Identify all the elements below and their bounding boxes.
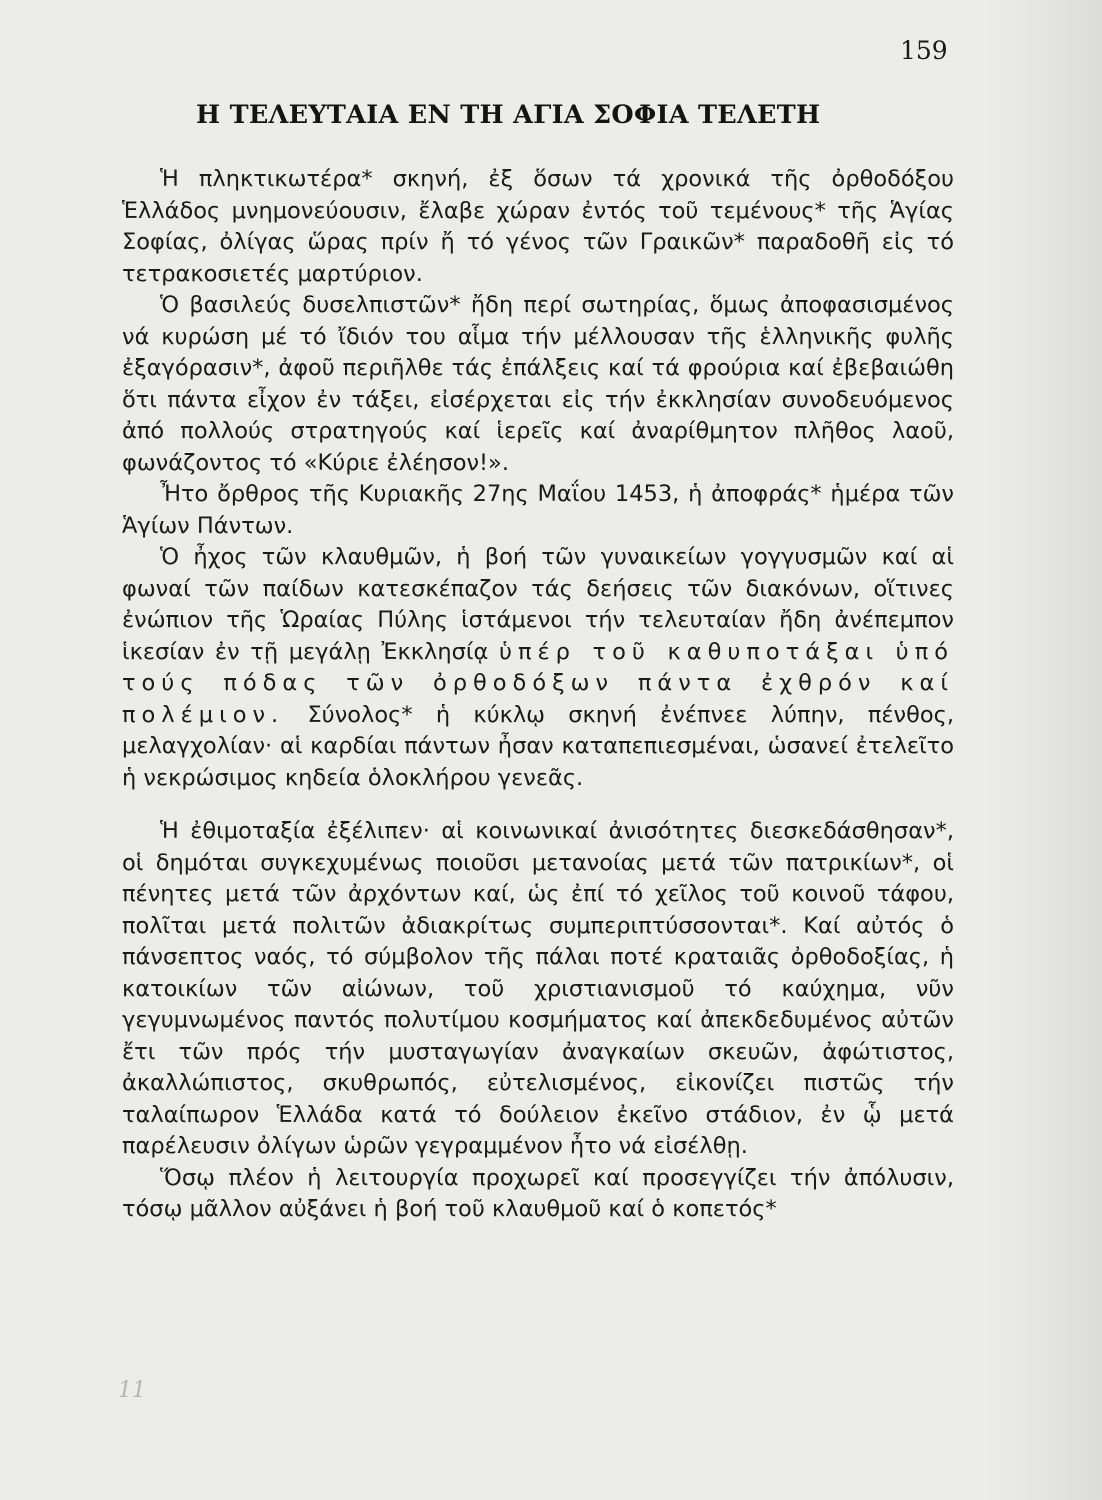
- paragraph-1: Ἡ πληκτικωτέρα* σκηνή, ἐξ ὅσων τά χρονικά τῆς ὀρθοδόξου Ἑλλάδος μνημονεύουσιν, ἔλαβε χώραν ἐντός τοῦ τεμένους* τῆς Ἁγίας Σοφίας, ὀλίγας ὥρας πρίν ἤ τό γένος τῶν Γραικῶν* παραδοθῆ εἰς τό τετρακοσιετές μαρτύριον.: [122, 166, 954, 287]
- paragraph-5: Ἡ ἐθιμοταξία ἐξέλιπεν· αἱ κοινωνικαί ἀνισότητες διεσκεδάσθησαν*, οἱ δημόται συγκεχυμένως ποιοῦσι μετανοίας μετά τῶν πατρικίων*, οἱ πένητες μετά τῶν ἀρχόντων καί, ὡς ἐπί τό χεῖλος τοῦ κοινοῦ τάφου, πολῖται μετά πολιτῶν ἀδιακρίτως συμπεριπτύσσονται*. Καί αὐτός ὁ πάνσεπτος ναός, τό σύμβολον τῆς πάλαι ποτέ κραταιᾶς ὀρθοδοξίας, ἡ κατοικίων τῶν αἰώνων, τοῦ χριστιανισμοῦ τό καύχημα, νῦν γεγυμνωμένος παντός πολυτίμου κοσμήματος καί ἀπεκδεδυμένος αὐτῶν ἔτι τῶν πρός τήν μυσταγωγίαν ἀναγκαίων σκευῶν, ἀφώτιστος, ἀκαλλώπιστος, σκυθρωπός, εὐτελισμένος, εἰκονίζει πιστῶς τήν ταλαίπωρον Ἑλλάδα κατά τό δούλειον ἐκεῖνο στάδιον, ἐν ᾧ μετά παρέλευσιν ὀλίγων ὡρῶν γεγραμμένον ἦτο νά εἰσέλθῃ.: [122, 818, 954, 1159]
- signature-mark: 11: [118, 1378, 146, 1403]
- page-number: 159: [900, 36, 948, 65]
- paragraph-4-start: Ὁ ἦχος τῶν κλαυθμῶν, ἡ βοή τῶν γυναικείων γογγυσμῶν καί αἱ φωναί τῶν παίδων κατεσκέπαζον τάς δεήσεις τῶν διακόνων, οἵτινες ἐνώπιον τῆς Ὡραίας Πύλης ἱστάμενοι τήν τελευταίαν ἤδη ἀνέπεμπον ἱκεσίαν ἐν τῇ μεγάλῃ Ἐκκλησίᾳ: [122, 544, 954, 665]
- paragraph-3: Ἦτο ὄρθρος τῆς Κυριακῆς 27ης Μαΐου 1453, ἡ ἀποφράς* ἡμέρα τῶν Ἁγίων Πάντων.: [122, 481, 954, 539]
- paragraph-4: [122, 542, 954, 794]
- chapter-title: Η ΤΕΛΕΥΤΑΙΑ ΕΝ ΤΗ ΑΓΙΑ ΣΟΦΙΑ ΤΕΛΕΤΗ: [196, 100, 821, 130]
- paragraph-2: Ὁ βασιλεύς δυσελπιστῶν* ἤδη περί σωτηρίας, ὅμως ἀποφασισμένος νά κυρώση μέ τό ἴδιόν του αἷμα τήν μέλλουσαν τῆς ἑλληνικῆς φυλῆς ἐξαγόρασιν*, ἀφοῦ περιῆλθε τάς ἐπάλξεις καί τά φρούρια καί ἐβεβαιώθη ὅτι πάντα εἶχον ἐν τάξει, εἰσέρχεται εἰς τήν ἐκκλησίαν συνοδευόμενος ἀπό πολλούς στρατηγούς καί ἱερεῖς καί ἀναρίθμητον πλῆθος λαοῦ, φωνάζοντος τό «Κύριε ἐλέησον!».: [122, 292, 954, 476]
- paragraph-4-end: Σύνολος* ἡ κύκλῳ σκηνή ἐνέπνεε λύπην, πένθος, μελαγχολίαν· αἱ καρδίαι πάντων ἦσαν καταπεπιεσμέναι, ὡσανεί ἐτελεῖτο ἡ νεκρώσιμος κηδεία ὁλοκλήρου γενεᾶς.: [122, 701, 954, 791]
- body-text: [122, 164, 954, 1226]
- liturgical-quote-spaced: ὑπέρ τοῦ καθυποτάξαι ὑπό τούς πόδας τῶν ὀρθοδόξων πάντα ἐχθρόν καί πολέμιον.: [122, 638, 955, 728]
- page-gutter-shadow: [984, 0, 1102, 1500]
- paragraph-6: Ὅσῳ πλέον ἡ λειτουργία προχωρεῖ καί προσεγγίζει τήν ἀπόλυσιν, τόσῳ μᾶλλον αὐξάνει ἡ βοή τοῦ κλαυθμοῦ καί ὁ κοπετός*: [122, 1164, 954, 1222]
